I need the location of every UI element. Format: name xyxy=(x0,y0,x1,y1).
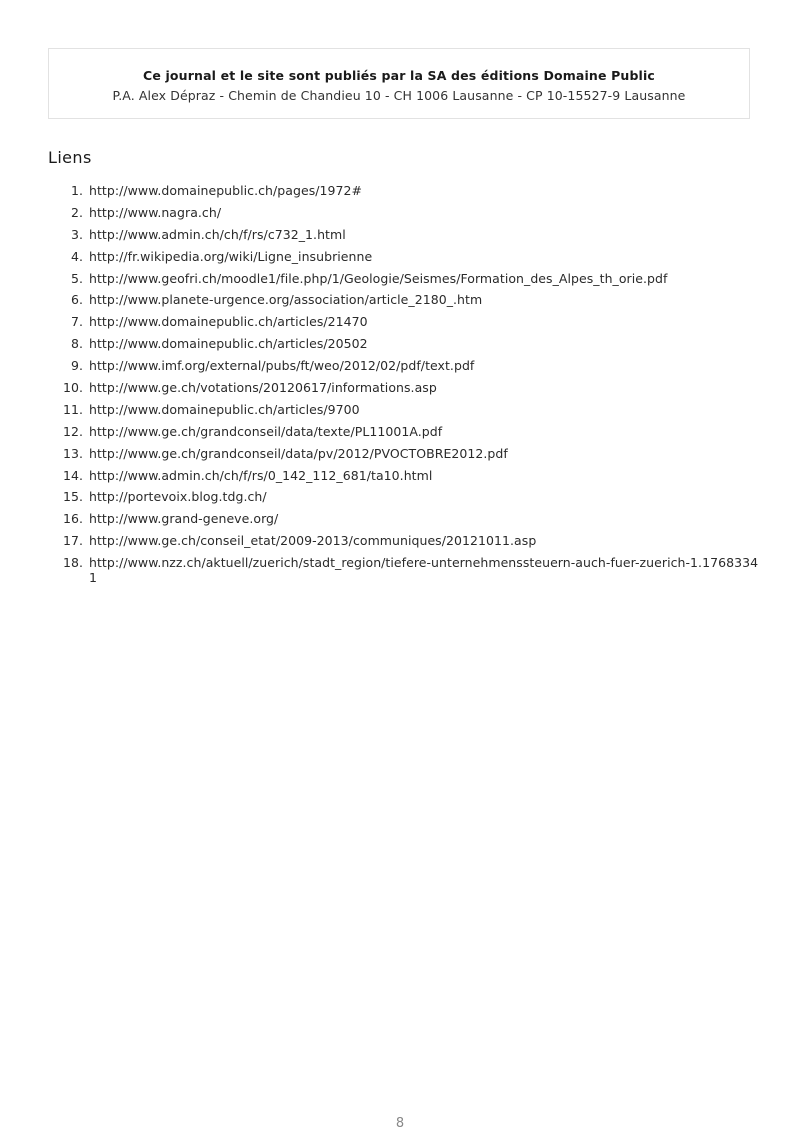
link-url[interactable]: http://portevoix.blog.tdg.ch/ xyxy=(89,489,267,505)
list-item xyxy=(0,183,760,198)
link-number: 5. xyxy=(70,270,83,286)
link-url[interactable]: http://www.admin.ch/ch/f/rs/c732_1.html xyxy=(89,226,346,242)
link-number: 2. xyxy=(70,204,83,220)
link-number: 6. xyxy=(70,292,83,308)
list-item xyxy=(0,205,760,220)
link-number: 17. xyxy=(62,533,83,549)
list-item xyxy=(0,489,760,504)
link-url[interactable]: http://www.domainepublic.ch/articles/21470 xyxy=(89,314,368,330)
list-item xyxy=(0,249,760,264)
list-item xyxy=(0,292,760,307)
link-url[interactable]: http://www.ge.ch/conseil_etat/2009-2013/communiques/20121011.asp xyxy=(89,533,537,549)
link-number: 7. xyxy=(70,314,83,330)
link-url[interactable]: http://www.planete-urgence.org/association/article_2180_.htm xyxy=(89,292,483,308)
link-url[interactable]: http://www.nzz.ch/aktuell/zuerich/stadt_region/tiefere-unternehmenssteuern-auch-fuer-zuerich-1.17683341 xyxy=(89,555,759,586)
list-item xyxy=(0,271,760,286)
list-item xyxy=(0,380,760,395)
link-number: 13. xyxy=(62,445,83,461)
link-url[interactable]: http://www.grand-geneve.org/ xyxy=(89,511,279,527)
link-url[interactable]: http://www.ge.ch/votations/20120617/informations.asp xyxy=(89,380,437,396)
list-item xyxy=(0,511,760,526)
link-number: 11. xyxy=(62,401,83,417)
link-url[interactable]: http://www.ge.ch/grandconseil/data/texte/PL11001A.pdf xyxy=(89,423,443,439)
list-item xyxy=(0,336,760,351)
link-url[interactable]: http://www.geofri.ch/moodle1/file.php/1/Geologie/Seismes/Formation_des_Alpes_th_orie.pdf xyxy=(89,270,668,286)
link-number: 8. xyxy=(70,336,83,352)
list-item xyxy=(0,446,760,461)
links-heading: Liens xyxy=(48,148,92,167)
link-number: 14. xyxy=(62,467,83,483)
list-item xyxy=(0,227,760,242)
publisher-info-box xyxy=(48,48,750,119)
publisher-address: P.A. Alex Dépraz - Chemin de Chandieu 10 - CH 1006 Lausanne - CP 10-15527-9 Lausanne xyxy=(112,88,686,103)
link-url[interactable]: http://www.ge.ch/grandconseil/data/pv/2012/PVOCTOBRE2012.pdf xyxy=(89,445,508,461)
list-item xyxy=(0,468,760,483)
link-number: 3. xyxy=(70,226,83,242)
link-url[interactable]: http://www.imf.org/external/pubs/ft/weo/2012/02/pdf/text.pdf xyxy=(89,358,475,374)
link-number: 18. xyxy=(62,555,83,571)
link-url[interactable]: http://www.domainepublic.ch/articles/20502 xyxy=(89,336,368,352)
link-number: 15. xyxy=(62,489,83,505)
link-number: 12. xyxy=(62,423,83,439)
link-url[interactable]: http://www.domainepublic.ch/pages/1972# xyxy=(89,183,363,198)
list-item xyxy=(0,402,760,417)
list-item xyxy=(0,424,760,439)
publisher-statement: Ce journal et le site sont publiés par la SA des éditions Domaine Public xyxy=(143,68,655,83)
link-url[interactable]: http://www.admin.ch/ch/f/rs/0_142_112_681/ta10.html xyxy=(89,467,433,483)
link-url[interactable]: http://www.domainepublic.ch/articles/9700 xyxy=(89,401,360,417)
link-url[interactable]: http://www.nagra.ch/ xyxy=(89,204,222,220)
link-number: 4. xyxy=(70,248,83,264)
page-number: 8 xyxy=(395,1116,405,1131)
list-item xyxy=(0,533,760,548)
link-number: 16. xyxy=(62,511,83,527)
list-item xyxy=(0,555,760,585)
link-url[interactable]: http://fr.wikipedia.org/wiki/Ligne_insubrienne xyxy=(89,248,373,264)
link-number: 10. xyxy=(62,380,83,396)
links-list xyxy=(0,183,760,592)
list-item xyxy=(0,358,760,373)
link-number: 9. xyxy=(70,358,83,374)
link-number: 1. xyxy=(70,183,83,198)
list-item xyxy=(0,314,760,329)
